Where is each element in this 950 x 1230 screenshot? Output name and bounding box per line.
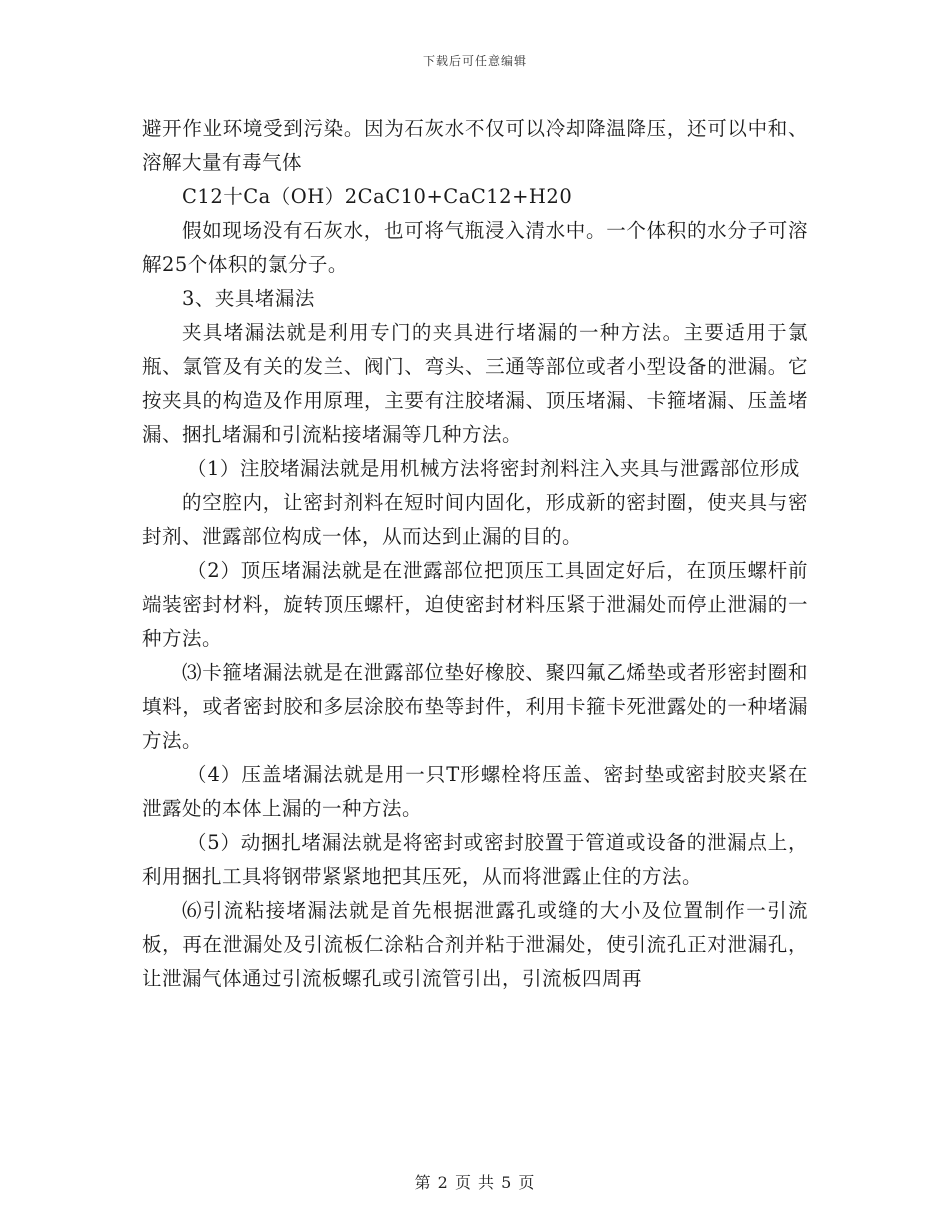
paragraph: （2）顶压堵漏法就是在泄露部位把顶压工具固定好后，在顶压螺杆前端装密封材料，旋转顶压螺杆，迫使密封材料压紧于泄漏处而停止泄漏的一种方法。 xyxy=(142,559,808,650)
section-heading: 3、夹具堵漏法 xyxy=(182,287,315,310)
page-footer: 第 2 页 共 5 页 xyxy=(414,1173,536,1192)
paragraph: （5）动捆扎堵漏法就是将密封或密封胶置于管道或设备的泄漏点上，利用捆扎工具将钢带紧紧地把其压死，从而将泄露止住的方法。 xyxy=(142,831,808,888)
paragraph: （1）注胶堵漏法就是用机械方法将密封剂料注入夹具与泄露部位形成 xyxy=(187,457,800,480)
page-header: 下载后可任意编辑 xyxy=(422,54,527,68)
paragraph: （4）压盖堵漏法就是用一只T形螺栓将压盖、密封垫或密封胶夹紧在泄露处的本体上漏的一种方法。 xyxy=(142,763,808,820)
document-body xyxy=(142,112,808,996)
paragraph: ⑶卡箍堵漏法就是在泄露部位垫好橡胶、聚四氟乙烯垫或者形密封圈和填料，或者密封胶和多层涂胶布垫等封件，利用卡箍卡死泄露处的一种堵漏方法。 xyxy=(142,661,808,752)
paragraph: 的空腔内，让密封剂料在短时间内固化，形成新的密封圈，使夹具与密封剂、泄露部位构成一体，从而达到止漏的目的。 xyxy=(142,491,808,548)
paragraph: 夹具堵漏法就是利用专门的夹具进行堵漏的一种方法。主要适用于氯瓶、氯管及有关的发兰、阀门、弯头、三通等部位或者小型设备的泄漏。它按夹具的构造及作用原理，主要有注胶堵漏、顶压堵漏、卡箍堵漏、压盖堵漏、捆扎堵漏和引流粘接堵漏等几种方法。 xyxy=(142,321,808,446)
paragraph-formula: C12十Ca（OH）2CaC10+CaC12+H20 xyxy=(182,185,573,208)
paragraph: ⑹引流粘接堵漏法就是首先根据泄露孔或缝的大小及位置制作一引流板，再在泄漏处及引流板仁涂粘合剂并粘于泄漏处，使引流孔正对泄漏孔，让泄漏气体通过引流板螺孔或引流管引出，引流板四周再 xyxy=(142,899,808,990)
paragraph: 假如现场没有石灰水，也可将气瓶浸入清水中。一个体积的水分子可溶解25个体积的氯分子。 xyxy=(142,219,808,276)
paragraph: 避开作业环境受到污染。因为石灰水不仅可以冷却降温降压，还可以中和、溶解大量有毒气体 xyxy=(142,117,808,174)
